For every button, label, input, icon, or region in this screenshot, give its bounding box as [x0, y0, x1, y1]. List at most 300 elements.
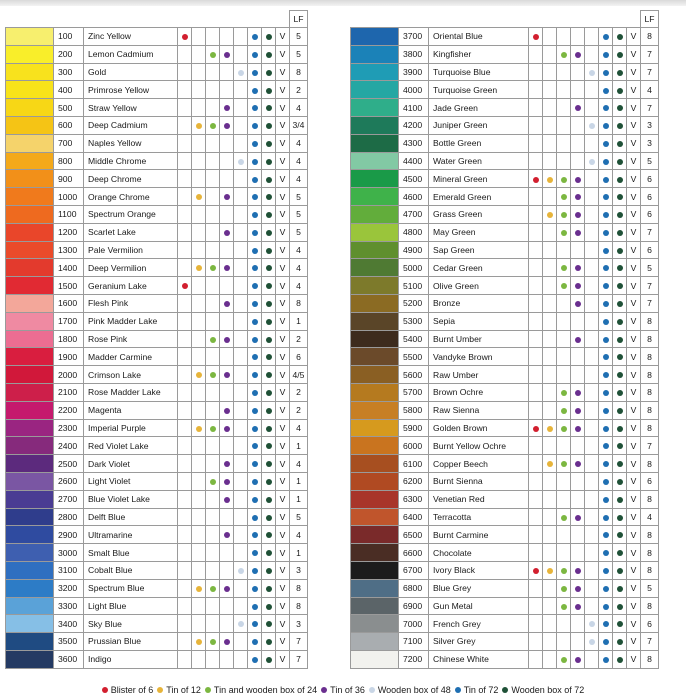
colour-swatch: [351, 188, 399, 206]
colour-code: 5400: [399, 330, 429, 348]
lightfastness-value: 5: [290, 205, 308, 223]
legend: [0, 682, 686, 698]
availability-cell-tin12: [543, 366, 557, 384]
colour-swatch: [6, 63, 54, 81]
lightfastness-value: 7: [290, 650, 308, 668]
wood72-dot-icon: [617, 319, 623, 325]
colour-chart-right: [350, 10, 659, 669]
colour-name: Deep Vermilion: [84, 259, 178, 277]
availability-cell-wood72: [613, 633, 627, 651]
colour-row: [6, 383, 308, 401]
tin72-dot-icon: [603, 265, 609, 271]
colour-row: [351, 116, 659, 134]
availability-cell-tin24: [557, 348, 571, 366]
availability-cell-wood72: [613, 63, 627, 81]
colour-name: Burnt Sienna: [429, 472, 529, 490]
availability-cell-blister6: [529, 579, 543, 597]
availability-cell-tin72: [248, 134, 262, 152]
availability-cell-blister6: [178, 579, 192, 597]
colour-row: [351, 294, 659, 312]
availability-cell-tin24: [206, 188, 220, 206]
colour-code: 6700: [399, 561, 429, 579]
availability-cell-wood72: [613, 170, 627, 188]
availability-cell-tin36: [571, 116, 585, 134]
legend-item-tin36: [321, 682, 365, 698]
colour-name: May Green: [429, 223, 529, 241]
colour-name: Mineral Green: [429, 170, 529, 188]
availability-cell-tin24: [206, 223, 220, 241]
wood72-dot-icon: [617, 248, 623, 254]
colour-swatch: [351, 170, 399, 188]
availability-cell-tin72: [599, 312, 613, 330]
availability-cell-tin24: [206, 294, 220, 312]
tin12-dot-icon: [157, 687, 163, 693]
v-mark: V: [627, 81, 641, 99]
availability-cell-tin36: [571, 134, 585, 152]
wood72-dot-icon: [617, 443, 623, 449]
colour-swatch: [6, 312, 54, 330]
colour-row: [6, 205, 308, 223]
tin12-dot-icon: [547, 212, 553, 218]
availability-cell-wood48: [585, 472, 599, 490]
v-mark: V: [627, 223, 641, 241]
availability-cell-tin12: [543, 294, 557, 312]
lightfastness-value: 6: [641, 615, 659, 633]
availability-cell-wood72: [262, 116, 276, 134]
availability-cell-wood48: [234, 152, 248, 170]
blister6-dot-icon: [533, 568, 539, 574]
lightfastness-value: 4: [290, 170, 308, 188]
tin72-dot-icon: [252, 408, 258, 414]
colour-swatch: [351, 490, 399, 508]
legend-label: Blister of 6: [110, 685, 154, 695]
tin72-dot-icon: [252, 248, 258, 254]
availability-cell-tin12: [543, 241, 557, 259]
availability-cell-tin12: [192, 419, 206, 437]
availability-cell-tin12: [192, 170, 206, 188]
colour-row: [351, 383, 659, 401]
wood72-dot-icon: [266, 177, 272, 183]
v-mark: V: [276, 277, 290, 295]
availability-cell-tin24: [557, 116, 571, 134]
wood72-dot-icon: [617, 479, 623, 485]
tin12-dot-icon: [196, 265, 202, 271]
availability-cell-tin36: [220, 99, 234, 117]
availability-cell-tin12: [543, 259, 557, 277]
v-mark: V: [276, 152, 290, 170]
colour-name: Pink Madder Lake: [84, 312, 178, 330]
availability-cell-wood48: [585, 561, 599, 579]
tin72-dot-icon: [603, 194, 609, 200]
colour-code: 6800: [399, 579, 429, 597]
availability-cell-blister6: [529, 348, 543, 366]
availability-cell-wood72: [613, 597, 627, 615]
v-mark: V: [276, 366, 290, 384]
availability-cell-tin24: [206, 455, 220, 473]
lightfastness-value: 7: [641, 633, 659, 651]
v-mark: V: [627, 152, 641, 170]
lf-header: LF: [290, 11, 308, 28]
availability-cell-wood48: [585, 223, 599, 241]
tin72-dot-icon: [252, 283, 258, 289]
availability-cell-blister6: [529, 116, 543, 134]
tin24-dot-icon: [210, 265, 216, 271]
availability-cell-blister6: [529, 455, 543, 473]
availability-cell-tin72: [599, 366, 613, 384]
tin72-dot-icon: [603, 34, 609, 40]
availability-cell-tin12: [543, 383, 557, 401]
availability-cell-blister6: [529, 81, 543, 99]
availability-cell-wood48: [585, 508, 599, 526]
tin72-dot-icon: [252, 105, 258, 111]
availability-cell-wood48: [585, 134, 599, 152]
availability-cell-wood48: [234, 401, 248, 419]
availability-cell-wood72: [613, 188, 627, 206]
availability-cell-tin24: [206, 330, 220, 348]
availability-cell-blister6: [178, 99, 192, 117]
v-mark: V: [276, 615, 290, 633]
tin24-dot-icon: [561, 194, 567, 200]
colour-swatch: [6, 508, 54, 526]
colour-swatch: [6, 259, 54, 277]
availability-cell-tin72: [248, 330, 262, 348]
colour-row: [6, 152, 308, 170]
availability-cell-tin36: [571, 366, 585, 384]
availability-cell-blister6: [178, 81, 192, 99]
colour-name: Flesh Pink: [84, 294, 178, 312]
availability-cell-tin12: [543, 526, 557, 544]
availability-cell-tin72: [599, 116, 613, 134]
v-mark: V: [627, 63, 641, 81]
availability-cell-tin12: [192, 508, 206, 526]
availability-cell-tin36: [220, 134, 234, 152]
availability-cell-blister6: [178, 561, 192, 579]
availability-cell-tin36: [220, 188, 234, 206]
availability-cell-tin36: [220, 561, 234, 579]
colour-code: 1500: [54, 277, 84, 295]
colour-swatch: [351, 383, 399, 401]
wood72-dot-icon: [266, 408, 272, 414]
colour-row: [6, 561, 308, 579]
tin72-dot-icon: [252, 159, 258, 165]
availability-cell-wood48: [234, 205, 248, 223]
v-mark: V: [627, 134, 641, 152]
colour-row: [6, 312, 308, 330]
availability-cell-blister6: [529, 312, 543, 330]
availability-cell-tin24: [557, 419, 571, 437]
v-mark: V: [276, 188, 290, 206]
wood72-dot-icon: [617, 337, 623, 343]
v-mark: V: [276, 241, 290, 259]
availability-cell-tin24: [206, 401, 220, 419]
tin24-dot-icon: [561, 426, 567, 432]
colour-row: [351, 561, 659, 579]
lightfastness-value: 4: [290, 99, 308, 117]
tin36-dot-icon: [575, 408, 581, 414]
tin72-dot-icon: [603, 88, 609, 94]
availability-cell-tin36: [571, 401, 585, 419]
availability-cell-wood72: [262, 597, 276, 615]
colour-row: [6, 437, 308, 455]
tin36-dot-icon: [575, 194, 581, 200]
availability-cell-blister6: [178, 188, 192, 206]
availability-cell-tin72: [599, 241, 613, 259]
colour-swatch: [6, 561, 54, 579]
v-mark: V: [627, 188, 641, 206]
tin36-dot-icon: [575, 461, 581, 467]
availability-cell-tin12: [543, 312, 557, 330]
colour-row: [6, 472, 308, 490]
availability-cell-tin12: [192, 455, 206, 473]
colour-code: 1300: [54, 241, 84, 259]
tin36-dot-icon: [224, 639, 230, 645]
wood72-dot-icon: [617, 372, 623, 378]
lightfastness-value: 8: [641, 419, 659, 437]
v-mark: V: [276, 490, 290, 508]
colour-name: Primrose Yellow: [84, 81, 178, 99]
colour-row: [351, 81, 659, 99]
v-mark: V: [627, 99, 641, 117]
tin36-dot-icon: [321, 687, 327, 693]
lightfastness-value: 8: [641, 330, 659, 348]
wood72-dot-icon: [617, 123, 623, 129]
availability-cell-wood72: [262, 99, 276, 117]
v-mark: V: [627, 116, 641, 134]
availability-cell-tin36: [220, 330, 234, 348]
availability-cell-tin12: [192, 241, 206, 259]
lightfastness-value: 1: [290, 490, 308, 508]
legend-label: Tin of 12: [166, 685, 201, 695]
lightfastness-value: 8: [641, 401, 659, 419]
colour-code: 6600: [399, 544, 429, 562]
colour-code: 2200: [54, 401, 84, 419]
colour-code: 4500: [399, 170, 429, 188]
availability-cell-tin24: [206, 45, 220, 63]
colour-name: Turquoise Green: [429, 81, 529, 99]
availability-cell-tin36: [571, 205, 585, 223]
v-mark: V: [627, 277, 641, 295]
tin72-dot-icon: [603, 426, 609, 432]
tin72-dot-icon: [252, 532, 258, 538]
colour-swatch: [351, 348, 399, 366]
availability-cell-wood48: [585, 99, 599, 117]
colour-row: [351, 544, 659, 562]
availability-cell-tin72: [248, 472, 262, 490]
colour-swatch: [6, 28, 54, 46]
availability-cell-wood48: [234, 81, 248, 99]
availability-cell-blister6: [529, 188, 543, 206]
availability-cell-wood48: [234, 526, 248, 544]
availability-cell-wood72: [613, 277, 627, 295]
availability-cell-wood72: [262, 330, 276, 348]
tin72-dot-icon: [603, 52, 609, 58]
colour-swatch: [6, 490, 54, 508]
colour-code: 3600: [54, 650, 84, 668]
wood72-dot-icon: [266, 301, 272, 307]
wood72-dot-icon: [617, 105, 623, 111]
availability-cell-tin36: [220, 490, 234, 508]
lightfastness-value: 4: [641, 508, 659, 526]
colour-row: [6, 615, 308, 633]
lightfastness-value: 8: [641, 455, 659, 473]
availability-cell-wood48: [585, 188, 599, 206]
wood72-dot-icon: [266, 34, 272, 40]
availability-cell-wood72: [613, 312, 627, 330]
colour-swatch: [351, 223, 399, 241]
availability-cell-tin36: [571, 597, 585, 615]
availability-cell-wood48: [234, 294, 248, 312]
colour-code: 5500: [399, 348, 429, 366]
availability-cell-blister6: [529, 508, 543, 526]
colour-swatch: [351, 455, 399, 473]
colour-code: 3400: [54, 615, 84, 633]
availability-cell-wood72: [613, 241, 627, 259]
lightfastness-value: 5: [290, 28, 308, 46]
tin72-dot-icon: [603, 372, 609, 378]
colour-row: [351, 472, 659, 490]
availability-cell-tin12: [192, 366, 206, 384]
availability-cell-tin72: [599, 348, 613, 366]
v-mark: V: [276, 526, 290, 544]
availability-cell-tin36: [220, 472, 234, 490]
colour-code: 500: [54, 99, 84, 117]
availability-cell-tin36: [220, 366, 234, 384]
availability-cell-tin36: [571, 455, 585, 473]
availability-cell-tin24: [206, 348, 220, 366]
tin24-dot-icon: [561, 177, 567, 183]
availability-cell-wood48: [234, 437, 248, 455]
tin36-dot-icon: [575, 230, 581, 236]
colour-code: 5200: [399, 294, 429, 312]
lightfastness-value: 1: [290, 472, 308, 490]
wood72-dot-icon: [617, 194, 623, 200]
blister6-dot-icon: [182, 34, 188, 40]
colour-row: [6, 419, 308, 437]
wood72-dot-icon: [617, 141, 623, 147]
availability-cell-wood48: [234, 188, 248, 206]
tin36-dot-icon: [575, 283, 581, 289]
availability-cell-tin72: [599, 579, 613, 597]
availability-cell-tin24: [557, 401, 571, 419]
tin72-dot-icon: [252, 604, 258, 610]
availability-cell-tin36: [571, 99, 585, 117]
availability-cell-blister6: [178, 472, 192, 490]
colour-swatch: [351, 561, 399, 579]
availability-cell-tin36: [220, 650, 234, 668]
tin12-dot-icon: [196, 194, 202, 200]
tin36-dot-icon: [575, 265, 581, 271]
availability-cell-tin72: [248, 116, 262, 134]
colour-row: [6, 134, 308, 152]
lightfastness-value: 4: [290, 241, 308, 259]
availability-cell-tin12: [543, 134, 557, 152]
colour-name: Delft Blue: [84, 508, 178, 526]
colour-name: Straw Yellow: [84, 99, 178, 117]
availability-cell-blister6: [178, 437, 192, 455]
wood72-dot-icon: [266, 159, 272, 165]
availability-cell-wood48: [234, 508, 248, 526]
availability-cell-blister6: [178, 597, 192, 615]
availability-cell-blister6: [178, 205, 192, 223]
availability-cell-tin36: [571, 526, 585, 544]
wood72-dot-icon: [266, 319, 272, 325]
availability-cell-tin24: [206, 544, 220, 562]
tin24-dot-icon: [561, 515, 567, 521]
colour-name: Magenta: [84, 401, 178, 419]
tin72-dot-icon: [252, 301, 258, 307]
tin72-dot-icon: [252, 657, 258, 663]
availability-cell-blister6: [529, 205, 543, 223]
availability-cell-tin12: [192, 526, 206, 544]
colour-swatch: [6, 45, 54, 63]
colour-row: [6, 401, 308, 419]
colour-row: [351, 579, 659, 597]
colour-name: Spectrum Blue: [84, 579, 178, 597]
availability-cell-tin24: [557, 45, 571, 63]
colour-swatch: [6, 116, 54, 134]
colour-name: Water Green: [429, 152, 529, 170]
availability-cell-tin72: [599, 508, 613, 526]
v-mark: V: [627, 294, 641, 312]
v-mark: V: [276, 455, 290, 473]
availability-cell-wood48: [585, 294, 599, 312]
availability-cell-tin36: [220, 205, 234, 223]
blister6-dot-icon: [182, 283, 188, 289]
lightfastness-value: 5: [641, 259, 659, 277]
availability-cell-tin24: [557, 383, 571, 401]
colour-swatch: [351, 81, 399, 99]
availability-cell-tin36: [220, 615, 234, 633]
availability-cell-tin72: [248, 241, 262, 259]
availability-cell-tin72: [599, 63, 613, 81]
availability-cell-blister6: [529, 259, 543, 277]
availability-cell-tin24: [557, 99, 571, 117]
availability-cell-tin72: [248, 579, 262, 597]
availability-cell-tin72: [599, 472, 613, 490]
availability-cell-blister6: [178, 366, 192, 384]
availability-cell-tin24: [557, 472, 571, 490]
availability-cell-blister6: [178, 170, 192, 188]
availability-cell-tin24: [206, 419, 220, 437]
availability-cell-tin24: [206, 597, 220, 615]
availability-cell-tin72: [599, 152, 613, 170]
wood72-dot-icon: [266, 568, 272, 574]
availability-cell-tin36: [220, 259, 234, 277]
availability-cell-tin12: [192, 383, 206, 401]
availability-cell-tin72: [599, 330, 613, 348]
blister6-dot-icon: [533, 177, 539, 183]
colour-swatch: [6, 526, 54, 544]
colour-row: [6, 99, 308, 117]
v-mark: V: [627, 490, 641, 508]
availability-cell-tin72: [599, 223, 613, 241]
lightfastness-value: 2: [290, 330, 308, 348]
colour-name: Brown Ochre: [429, 383, 529, 401]
availability-cell-tin12: [192, 99, 206, 117]
tin72-dot-icon: [603, 586, 609, 592]
availability-cell-tin36: [571, 561, 585, 579]
availability-cell-blister6: [178, 526, 192, 544]
colour-row: [351, 615, 659, 633]
wood72-dot-icon: [266, 194, 272, 200]
v-mark: V: [276, 81, 290, 99]
colour-row: [6, 366, 308, 384]
availability-cell-wood48: [585, 633, 599, 651]
tin24-dot-icon: [561, 212, 567, 218]
availability-cell-tin24: [557, 437, 571, 455]
colour-swatch: [351, 508, 399, 526]
availability-cell-wood72: [613, 28, 627, 46]
